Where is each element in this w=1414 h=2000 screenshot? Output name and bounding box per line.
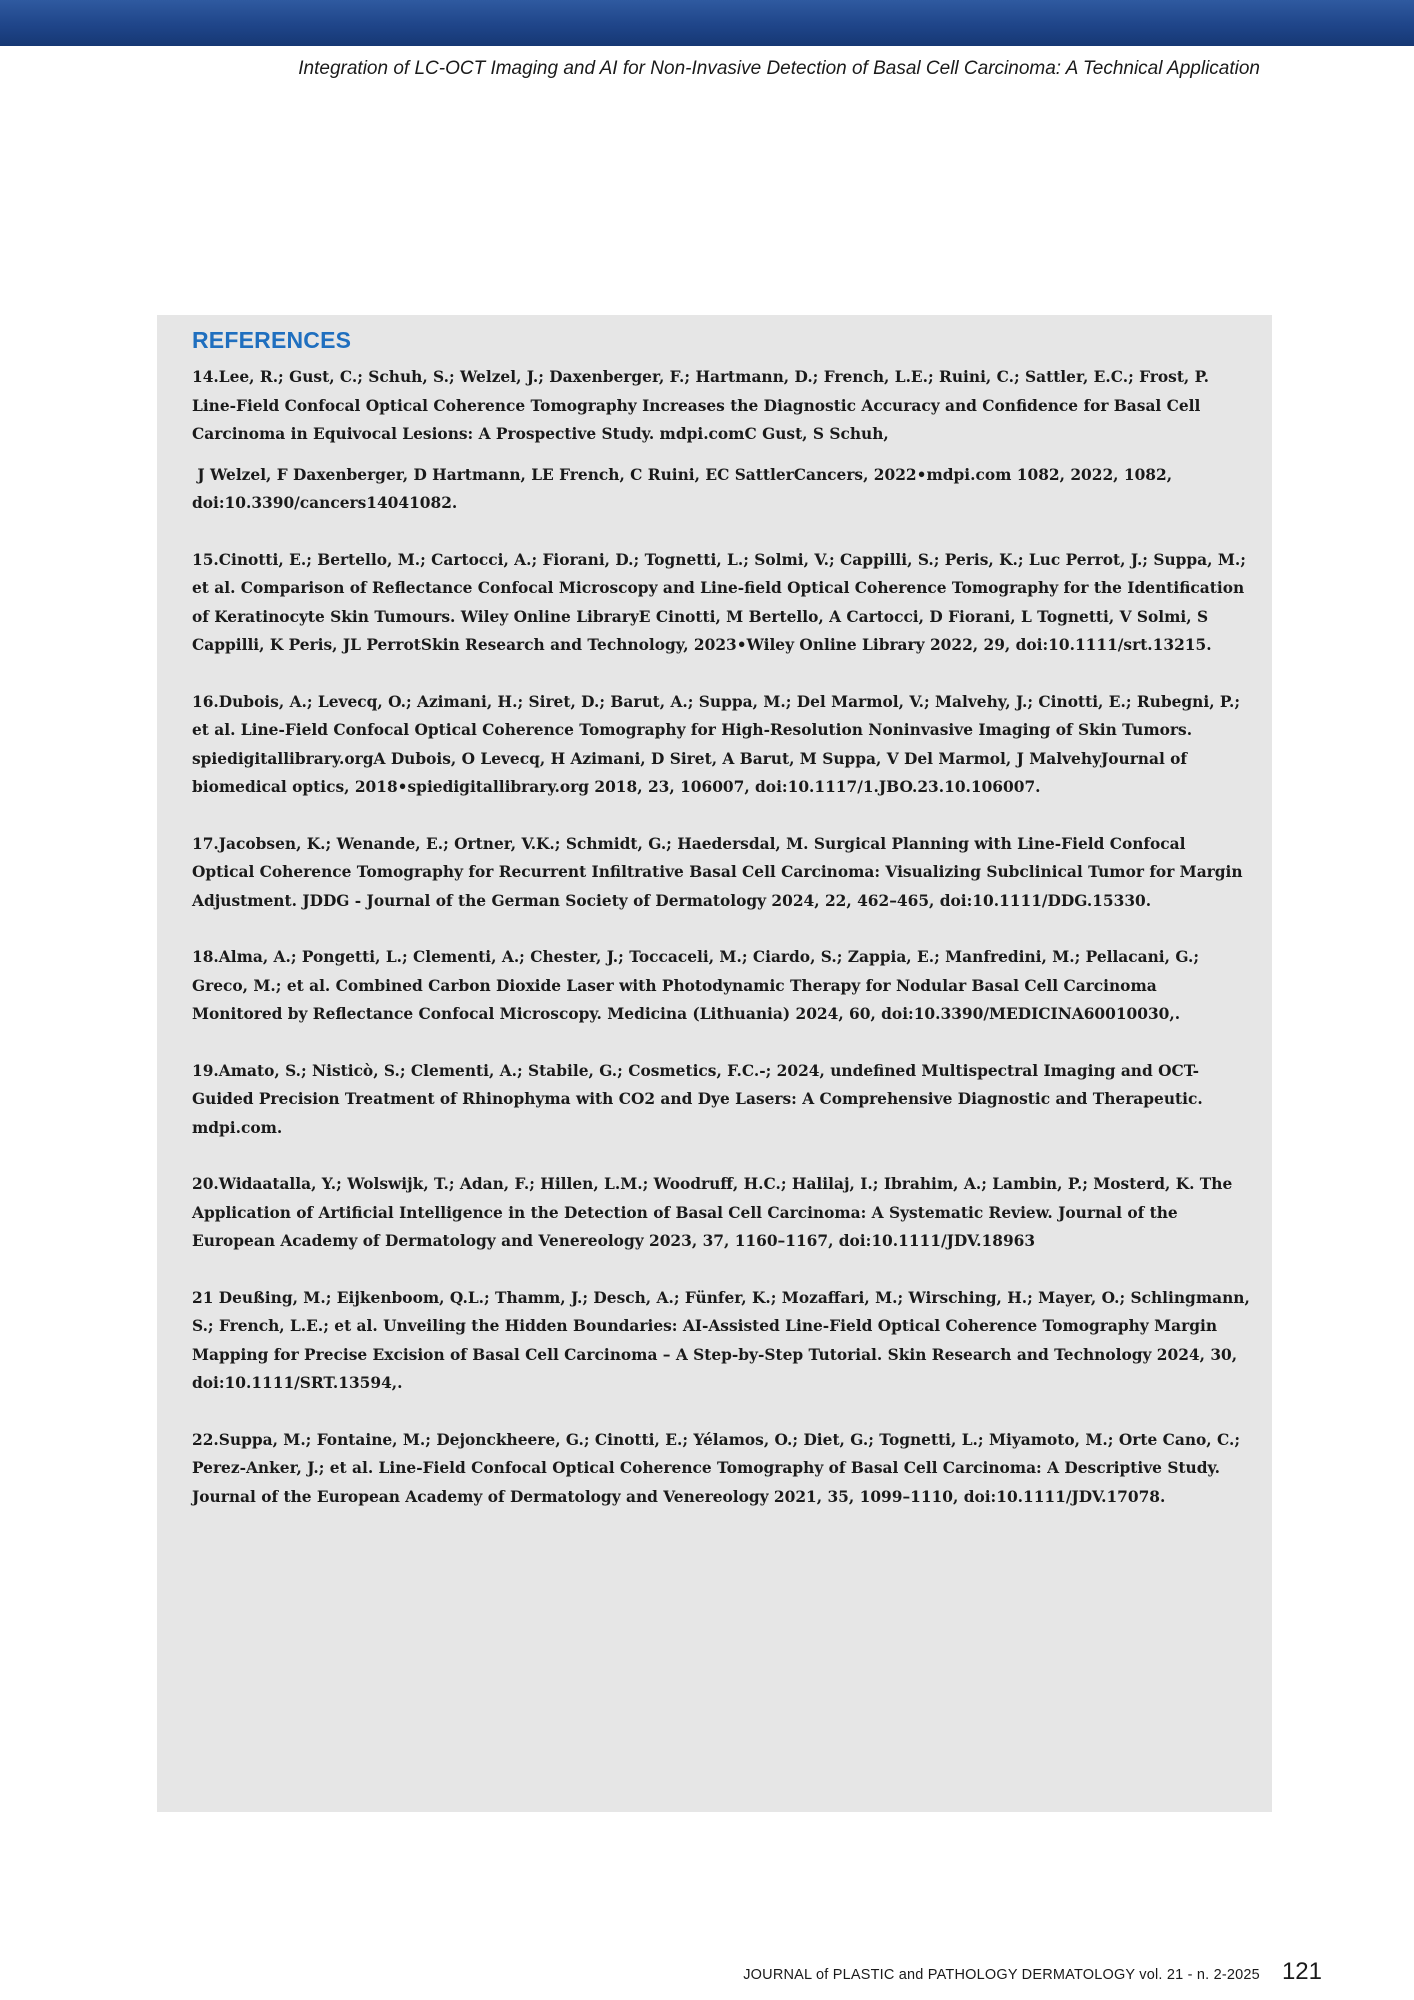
reference-item xyxy=(192,363,1252,518)
reference-text: 14.Lee, R.; Gust, C.; Schuh, S.; Welzel, J.; Daxenberger, F.; Hartmann, D.; French, L.E.; Ruini, C.; Sattler, E.C.; Frost, P. Line-Field Confocal Optical Coherence Tomography Increases the Diagnostic Accuracy and Confidence for Basal Cell Carcinoma in Equivocal Lesions: A Prospective Study. mdpi.comC Gust, S Schuh, xyxy=(192,368,1215,443)
page-footer xyxy=(743,1958,1322,1986)
reference-item: 17.Jacobsen, K.; Wenande, E.; Ortner, V.K.; Schmidt, G.; Haedersdal, M. Surgical Planning with Line-Field Confocal Optical Coherence Tomography for Recurrent Infiltrative Basal Cell Carcinoma: Visualizing Subclinical Tumor for Margin Adjustment. JDDG - Journal of the German Society of Dermatology 2024, 22, 462–465, doi:10.1111/DDG.15330. xyxy=(192,834,1248,910)
reference-item: 20.Widaatalla, Y.; Wolswijk, T.; Adan, F.; Hillen, L.M.; Woodruff, H.C.; Halilaj, I.; Ibrahim, A.; Lambin, P.; Mosterd, K. The Application of Artificial Intelligence in the Detection of Basal Cell Carcinoma: A Systematic Review. Journal of the European Academy of Dermatology and Venereology 2023, 37, 1160–1167, doi:10.1111/JDV.18963 xyxy=(192,1175,1238,1250)
references-heading: REFERENCES xyxy=(192,327,352,353)
running-title: Integration of LC-OCT Imaging and AI for Non-Invasive Detection of Basal Cell Carcinoma: A Technical Application xyxy=(298,58,1260,79)
reference-item: 18.Alma, A.; Pongetti, L.; Clementi, A.; Chester, J.; Toccaceli, M.; Ciardo, S.; Zappia, E.; Manfredini, M.; Pellacani, G.; Greco, M.; et al. Combined Carbon Dioxide Laser with Photodynamic Therapy for Nodular Basal Cell Carcinoma Monitored by Reflectance Confocal Microscopy. Medicina (Lithuania) 2024, 60, doi:10.3390/MEDICINA60010030,. xyxy=(192,948,1205,1023)
reference-item: 15.Cinotti, E.; Bertello, M.; Cartocci, A.; Fiorani, D.; Tognetti, L.; Solmi, V.; Cappilli, S.; Peris, K.; Luc Perrot, J.; Suppa, M.; et al. Comparison of Reflectance Confocal Microscopy and Line-field Optical Coherence Tomography for the Identification of Keratinocyte Skin Tumours. Wiley Online LibraryE Cinotti, M Bertello, A Cartocci, D Fiorani, L Tognetti, V Solmi, S Cappilli, K Peris, JL PerrotSkin Research and Technology, 2023•Wiley Online Library 2022, 29, doi:10.1111/srt.13215. xyxy=(192,550,1252,654)
reference-item: 16.Dubois, A.; Levecq, O.; Azimani, H.; Siret, D.; Barut, A.; Suppa, M.; Del Marmol, V.; Malvehy, J.; Cinotti, E.; Rubegni, P.; et al. Line-Field Confocal Optical Coherence Tomography for High-Resolution Noninvasive Imaging of Skin Tumors. spiedigitallibrary.orgA Dubois, O Levecq, H Azimani, D Siret, A Barut, M Suppa, V Del Marmol, J MalvehyJournal of biomedical optics, 2018•spiedigitallibrary.org 2018, 23, 106007, doi:10.1117/1.JBO.23.10.106007. xyxy=(192,692,1246,796)
reference-item: 22.Suppa, M.; Fontaine, M.; Dejonckheere, G.; Cinotti, E.; Yélamos, O.; Diet, G.; Tognetti, L.; Miyamoto, M.; Orte Cano, C.; Perez-Anker, J.; et al. Line-Field Confocal Optical Coherence Tomography of Basal Cell Carcinoma: A Descriptive Study. Journal of the European Academy of Dermatology and Venereology 2021, 35, 1099–1110, doi:10.1111/JDV.17078. xyxy=(192,1430,1246,1506)
references-section xyxy=(157,315,1272,1812)
journal-citation: JOURNAL of PLASTIC and PATHOLOGY DERMATOLOGY vol. 21 - n. 2-2025 xyxy=(743,1967,1260,1983)
reference-item: 19.Amato, S.; Nisticò, S.; Clementi, A.; Stabile, G.; Cosmetics, F.C.-; 2024, undefined Multispectral Imaging and OCT-Guided Precision Treatment of Rhinophyma with CO2 and Dye Lasers: A Comprehensive Diagnostic and Therapeutic. mdpi.com. xyxy=(192,1061,1209,1137)
page-number: 121 xyxy=(1281,1958,1322,1985)
reference-list xyxy=(192,363,1256,1539)
reference-item: 21 Deußing, M.; Eijkenboom, Q.L.; Thamm, J.; Desch, A.; Fünfer, K.; Mozaffari, M.; Wirsching, H.; Mayer, O.; Schlingmann, S.; French, L.E.; et al. Unveiling the Hidden Boundaries: AI-Assisted Line-Field Optical Coherence Tomography Margin Mapping for Precise Excision of Basal Cell Carcinoma – A Step-by-Step Tutorial. Skin Research and Technology 2024, 30, doi:10.1111/SRT.13594,. xyxy=(192,1288,1256,1392)
reference-continuation: J Welzel, F Daxenberger, D Hartmann, LE French, C Ruini, EC SattlerCancers, 2022•mdpi.com 1082, 2022, 1082, doi:10.3390/cancers14041082. xyxy=(192,465,1178,512)
header-bar xyxy=(0,0,1414,46)
